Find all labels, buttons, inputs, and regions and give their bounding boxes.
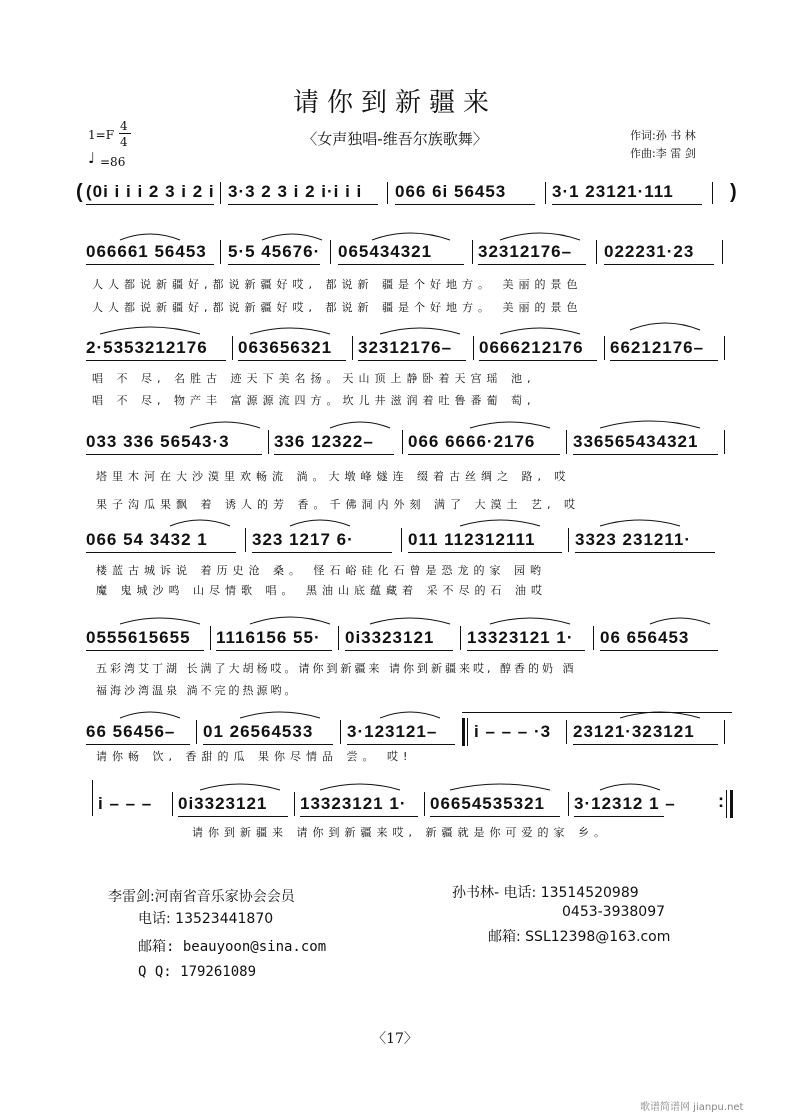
measure: 13323121 1· — [467, 628, 574, 647]
composer-credit: 作曲:李 雷 剑 — [630, 147, 696, 160]
lyric-line: 请你畅 饮, 香甜的瓜 果你尽情品 尝。 哎! — [96, 750, 413, 763]
song-title: 请你到新疆来 — [292, 88, 497, 118]
measure: 066661 56453 — [86, 242, 207, 261]
measure: i – – – — [98, 794, 153, 813]
measure: 063656321 — [238, 338, 333, 357]
measure: 32312176– — [478, 242, 573, 261]
lyric-line: 福海沙湾温泉 淌不完的热源哟。 — [96, 684, 299, 697]
measure: 0i3323121 — [345, 628, 435, 647]
measure: 022231·23 — [604, 242, 695, 261]
measure: 066 6i 56453 — [395, 182, 507, 201]
measure: 011 112312111 — [408, 530, 536, 549]
lyric-line: 魔 鬼城沙鸣 山尽情歌 唱。 黑油山底蕴藏着 采不尽的石 油哎 — [96, 584, 547, 597]
measure: 3·3 2 3 i 2 i·i i i — [228, 182, 363, 201]
measure: (0i i i i 2 3 i 2 i — [86, 182, 215, 201]
time-signature-bottom: 4 — [120, 135, 128, 149]
measure: 5·5 45676· — [228, 242, 321, 261]
key-signature: 1=F — [88, 128, 115, 142]
measure: 06654535321 — [430, 794, 546, 813]
measure: 23121·323121 — [573, 722, 695, 741]
measure: 0i3323121 — [178, 794, 268, 813]
lyric-line: 唱 不 尽, 物产丰 富源源流四方。坎儿井滋润着吐鲁番葡 萄, — [92, 394, 536, 407]
page-number: 〈17〉 — [372, 1031, 418, 1047]
lyricist-phone: 孙书林- 电话: 13514520989 — [452, 885, 639, 901]
composer-phone: 电话: 13523441870 — [138, 911, 274, 927]
lyric-line: 果子沟瓜果飘 着 诱人的芳 香。千佛洞内外刻 满了 大漠土 艺, 哎 — [96, 498, 580, 511]
measure: 01 26564533 — [203, 722, 314, 741]
lyricist-phone-2: 0453-3938097 — [562, 904, 666, 920]
close-paren: ) — [730, 181, 738, 203]
measure: 66 56456– — [86, 722, 176, 741]
composer-qq: Q Q: 179261089 — [138, 964, 257, 980]
lyric-line: 人人都说新疆好,都说新疆好哎, 都说新 疆是个好地方。 美丽的景色 — [92, 301, 583, 314]
measure: 66212176– — [610, 338, 705, 357]
measure: 066 54 3432 1 — [86, 530, 208, 549]
lyric-line: 楼蓝古城诉说 着历史沧 桑。 怪石峪硅化石曾是恐龙的家 园哟 — [96, 564, 546, 577]
measure: 323 1217 6· — [252, 530, 354, 549]
composer-info: 李雷剑:河南省音乐家协会会员 — [108, 889, 295, 905]
measure: 3·123121– — [347, 722, 438, 741]
measure: 336 12322– — [274, 432, 374, 451]
lyricist-email: 邮箱: SSL12398@163.com — [488, 929, 671, 945]
measure: 06 656453 — [600, 628, 690, 647]
measure: 336565434321 — [573, 432, 699, 451]
lyric-line: 人人都说新疆好,都说新疆好哎, 都说新 疆是个好地方。 美丽的景色 — [92, 278, 583, 291]
repeat-dots: : — [718, 791, 725, 811]
lyric-line: 塔里木河在大沙漠里欢畅流 淌。大墩峰燧连 缀着古丝绸之 路, 哎 — [96, 470, 571, 483]
lyricist-credit: 作词:孙 书 林 — [630, 129, 696, 142]
measure: 0666212176 — [479, 338, 584, 357]
measure: 1116156 55· — [216, 628, 321, 647]
measure: i – – – ·3 — [474, 722, 552, 741]
measure: 2·5353212176 — [86, 338, 208, 357]
watermark: 歌谱简谱网 jianpu.net — [640, 1102, 744, 1113]
measure: 066 6666·2176 — [408, 432, 536, 451]
measure: 033 336 56543·3 — [86, 432, 230, 451]
measure: 3·12312 1 – — [574, 794, 676, 813]
measure: 065434321 — [338, 242, 433, 261]
song-subtitle: 〈女声独唱-维吾尔族歌舞〉 — [302, 130, 488, 148]
measure: 3323 231211· — [575, 530, 691, 549]
lyric-line: 五彩湾艾丁湖 长满了大胡杨哎。请你到新疆来 请你到新疆来哎, 醇香的奶 酒 — [96, 662, 577, 675]
lyric-line: 唱 不 尽, 名胜古 迹天下美名扬。天山顶上静卧着天宫瑶 池, — [92, 372, 536, 385]
measure: 32312176– — [358, 338, 453, 357]
time-signature-top: 4 — [120, 119, 128, 133]
composer-email: 邮箱: beauyoon@sina.com — [138, 939, 327, 955]
measure: 3·1 23121·111 — [552, 182, 674, 201]
open-paren: ( — [76, 181, 84, 203]
measure: 13323121 1· — [300, 794, 407, 813]
measure: 0555615655 — [86, 628, 191, 647]
tempo-marking: =86 — [100, 155, 126, 169]
quarter-note-icon: ♩ — [88, 149, 96, 167]
lyric-line: 请你到新疆来 请你到新疆来哎, 新疆就是你可爱的家 乡。 — [192, 826, 610, 839]
